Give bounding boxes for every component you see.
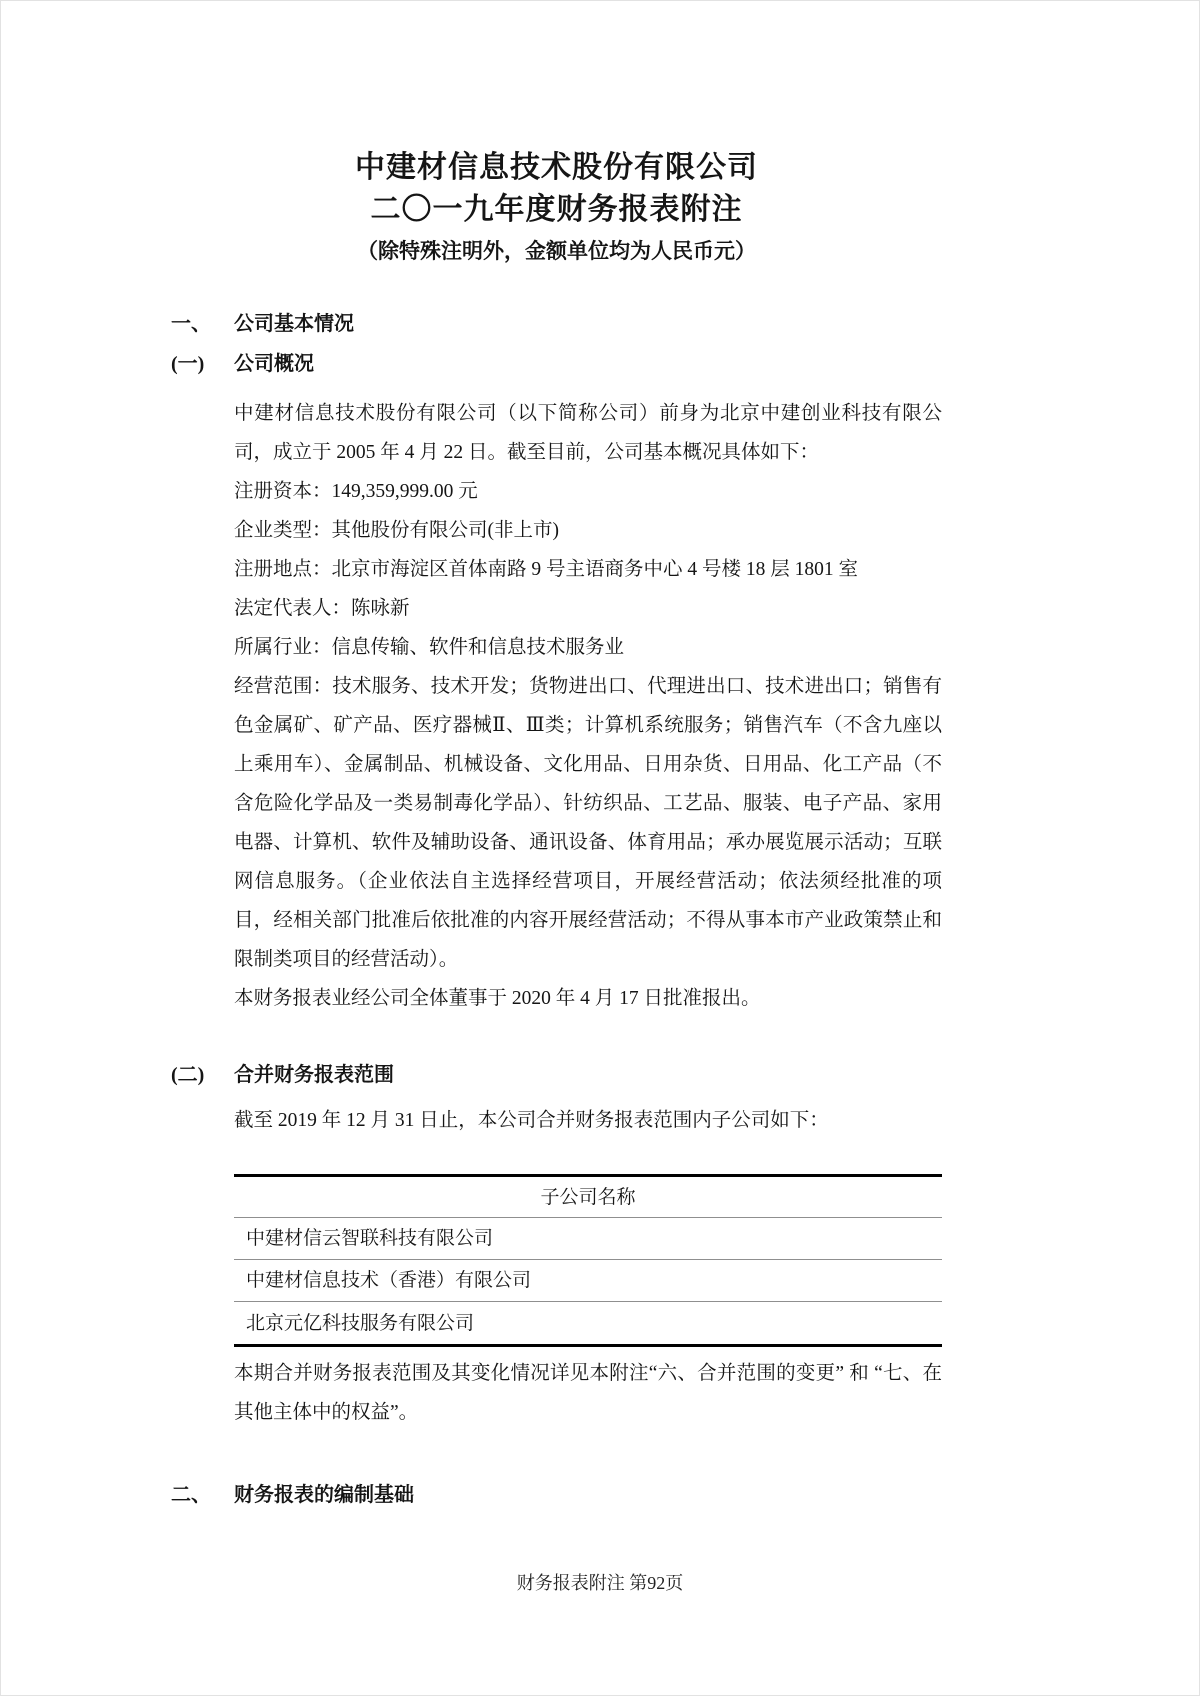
registered-capital-line: 注册资本：149,359,999.00 元 xyxy=(234,481,478,502)
consolidation-intro-line: 截至 2019 年 12 月 31 日止，本公司合并财务报表范围内子公司如下： xyxy=(234,1110,829,1131)
section-1-title: 公司基本情况 xyxy=(234,313,354,335)
subsidiaries-table-header: 子公司名称 xyxy=(234,1177,942,1218)
currency-unit-note: （除特殊注明外，金额单位均为人民币元） xyxy=(357,239,756,263)
company-intro-paragraph: 中建材信息技术股份有限公司（以下简称公司）前身为北京中建创业科技有限公司，成立于 2005 年 4 月 22 日。截至目前，公司基本概况具体如下： xyxy=(234,403,942,463)
company-profile-block xyxy=(234,394,942,1018)
consolidation-scope-block xyxy=(234,1101,942,1432)
subsection-1-2-title: 合并财务报表范围 xyxy=(234,1064,394,1086)
subsection-1-1-heading xyxy=(171,350,942,378)
section-2-number: 二、 xyxy=(171,1484,211,1506)
consolidation-note-paragraph: 本期合并财务报表范围及其变化情况详见本附注“六、合并范围的变更” 和 “七、在其他主体中的权益”。 xyxy=(234,1363,942,1423)
section-2-title: 财务报表的编制基础 xyxy=(234,1484,414,1506)
subsection-1-1-title: 公司概况 xyxy=(234,353,314,375)
section-1-heading xyxy=(171,310,942,338)
business-scope-paragraph: 经营范围：技术服务、技术开发；货物进出口、代理进出口、技术进出口；销售有色金属矿、矿产品、医疗器械Ⅱ、Ⅲ类；计算机系统服务；销售汽车（不含九座以上乘用车）、金属制品、机械设备、文化用品、日用杂货、日用品、化工产品（不含危险化学品及一类易制毒化学品）、针纺织品、工艺品、服装、电子产品、家用电器、计算机、软件及辅助设备、通讯设备、体育用品；承办展览展示活动；互联网信息服务。（企业依法自主选择经营项目，开展经营活动；依法须经批准的项目，经相关部门批准后依批准的内容开展经营活动；不得从事本市产业政策禁止和限制类项目的经营活动）。 xyxy=(234,676,942,970)
table-row: 中建材信云智联科技有限公司 xyxy=(234,1218,942,1260)
subsection-1-1-number: (一) xyxy=(171,353,205,375)
company-name-title: 中建材信息技术股份有限公司 xyxy=(355,151,758,184)
enterprise-type-line: 企业类型：其他股份有限公司(非上市) xyxy=(234,520,559,541)
subsection-1-2-number: (二) xyxy=(171,1064,205,1086)
legal-representative-line: 法定代表人：陈咏新 xyxy=(234,598,410,619)
subsidiaries-table xyxy=(234,1174,942,1347)
document-content xyxy=(1,1,1199,1509)
subsection-1-2-heading xyxy=(171,1061,942,1089)
report-title: 二〇一九年度财务报表附注 xyxy=(370,193,743,226)
table-row: 中建材信息技术（香港）有限公司 xyxy=(234,1260,942,1302)
industry-line: 所属行业：信息传输、软件和信息技术服务业 xyxy=(234,637,625,658)
section-1-number: 一、 xyxy=(171,313,211,335)
table-row: 北京元亿科技服务有限公司 xyxy=(246,1312,475,1334)
registered-address-line: 注册地点：北京市海淀区首体南路 9 号主语商务中心 4 号楼 18 层 1801 室 xyxy=(234,559,859,580)
section-2-heading xyxy=(171,1481,942,1509)
document-title-block xyxy=(171,147,942,268)
approval-statement-line: 本财务报表业经公司全体董事于 2020 年 4 月 17 日批准报出。 xyxy=(234,988,761,1009)
page-footer: 财务报表附注 第92页 xyxy=(516,1573,684,1593)
